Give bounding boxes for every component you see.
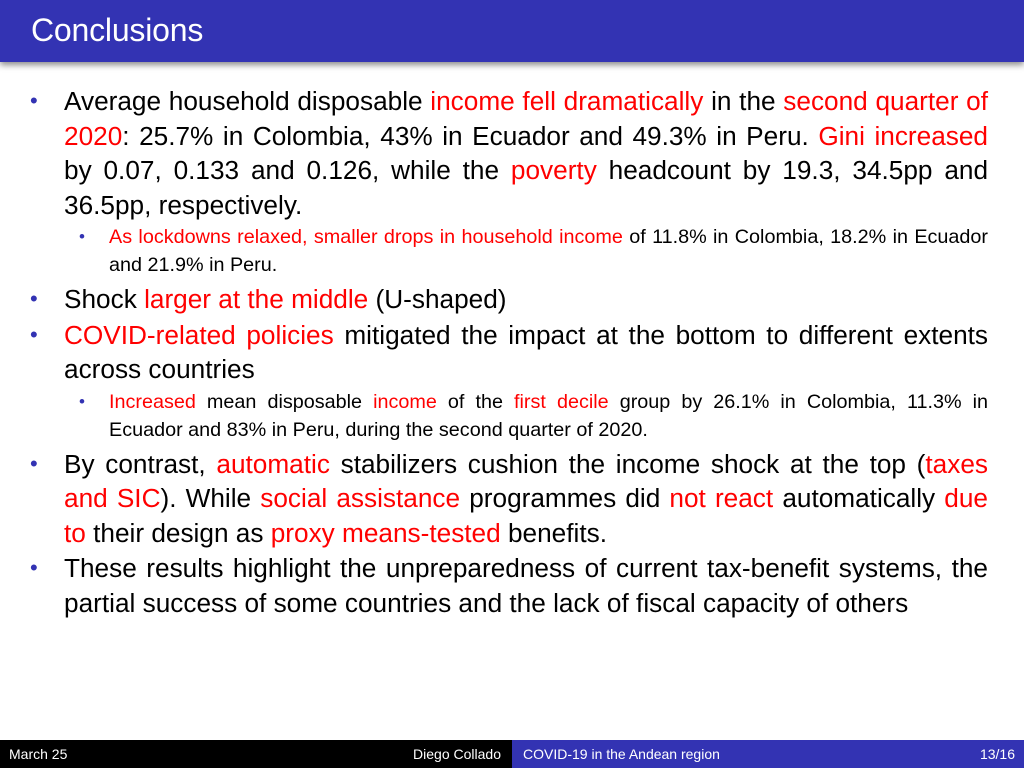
text: Average household disposable	[64, 86, 431, 116]
footer-left	[0, 740, 512, 768]
bullet-covid-policies	[30, 318, 989, 387]
footer	[0, 740, 1024, 768]
highlight-text: larger at the middle	[144, 284, 369, 314]
text: programmes did	[460, 483, 670, 513]
highlight-text: first decile	[514, 390, 609, 413]
page-number: 13/16	[979, 746, 1015, 762]
bullet-icon: •	[30, 286, 38, 311]
highlight-text: COVID-related policies	[64, 319, 334, 350]
bullet-icon: •	[30, 450, 38, 476]
text: : 25.7% in Colombia, 43% in Ecuador and 49.3% in Peru.	[122, 120, 819, 151]
text: Shock	[64, 284, 145, 314]
bullet-icon: •	[30, 321, 38, 347]
text: By contrast,	[64, 448, 217, 479]
highlight-text: social assistance	[260, 483, 461, 513]
bullet-icon: •	[30, 555, 38, 580]
highlight-text: Gini increased	[818, 120, 988, 151]
text: ). While	[160, 483, 261, 513]
slide-content	[0, 84, 1024, 621]
footer-title: COVID-19 in the Andean region	[523, 746, 720, 762]
highlight-text: taxes and SIC	[64, 448, 988, 513]
text: group by 26.1% in Colombia, 11.3% in Ecuador and 83% in Peru, during the second quarter of 2020.	[109, 390, 989, 441]
highlight-text: proxy means-tested	[270, 517, 501, 548]
text: in the	[703, 86, 784, 116]
highlight-text: income fell dramatically	[430, 86, 704, 116]
text: their design as	[85, 517, 271, 548]
text: of the	[436, 390, 515, 413]
highlight-text: second quarter of 2020	[64, 86, 988, 151]
highlight-text: due to	[64, 483, 988, 548]
highlight-text: Increased	[109, 390, 196, 413]
footer-author: Diego Collado	[413, 746, 501, 762]
text: (U-shaped)	[368, 284, 507, 314]
bullet-income-fall	[30, 84, 989, 222]
text: stabilizers cushion the income shock at the top (	[329, 448, 926, 479]
footer-right	[512, 740, 1024, 768]
page-title: Conclusions	[31, 12, 204, 48]
highlight-text: poverty	[510, 155, 597, 185]
bullet-icon: •	[79, 391, 85, 411]
text: of 11.8% in Colombia, 18.2% in Ecuador and 21.9% in Peru.	[109, 226, 988, 276]
bullet-icon: •	[30, 88, 38, 113]
bullet-unpreparedness	[30, 551, 988, 620]
text: automatically	[773, 483, 945, 513]
highlight-text: automatic	[216, 448, 330, 479]
sub-bullet-lockdowns	[79, 223, 988, 279]
sub-bullet-first-decile	[79, 388, 989, 444]
text: mean disposable	[195, 390, 374, 413]
text: mitigated the impact at the bottom to different extents across countries	[64, 319, 989, 384]
text: benefits.	[500, 517, 607, 548]
footer-date: March 25	[9, 746, 68, 762]
text: headcount by 19.3, 34.5pp and 36.5pp, respectively.	[64, 155, 989, 220]
highlight-text: not react	[669, 483, 774, 513]
highlight-text: As lockdowns relaxed, smaller drops in household income	[109, 226, 623, 248]
text: These results highlight the unpreparedness of current tax-benefit systems, the partial success of some countries and the lack of fiscal capacity of others	[64, 553, 988, 618]
title-bar	[0, 0, 1024, 62]
bullet-icon: •	[79, 227, 85, 246]
bullet-u-shaped	[30, 282, 988, 317]
highlight-text: income	[373, 390, 437, 413]
text: by 0.07, 0.133 and 0.126, while the	[64, 155, 511, 185]
bullet-automatic-stabilizers	[30, 447, 988, 551]
